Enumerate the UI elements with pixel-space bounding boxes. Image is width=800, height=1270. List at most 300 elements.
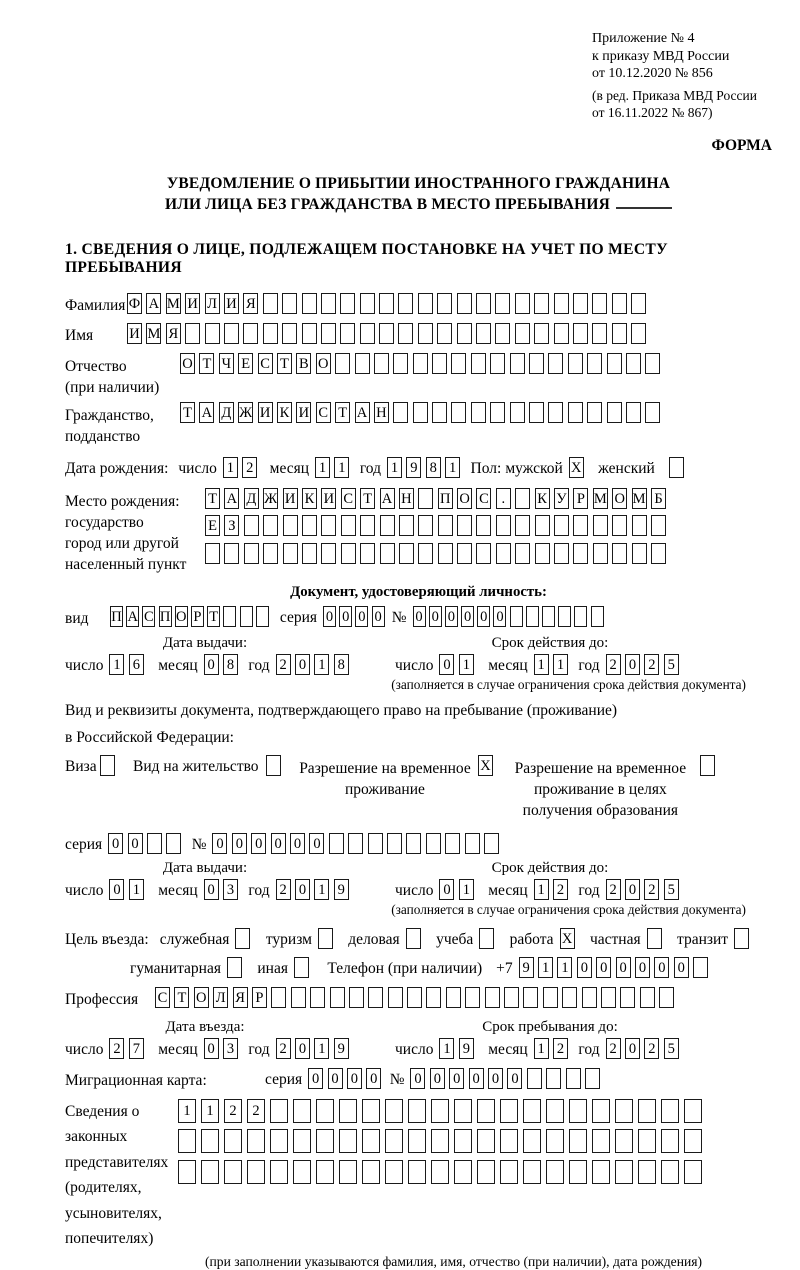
char-box[interactable] [398,323,413,344]
char-box[interactable]: П [159,606,172,627]
char-box[interactable] [302,543,317,564]
char-box[interactable] [247,1129,265,1153]
char-box[interactable] [446,987,461,1008]
char-box[interactable] [227,957,242,978]
char-box[interactable] [340,293,355,314]
char-box[interactable] [224,543,239,564]
char-box[interactable] [360,293,375,314]
doc-issue-year[interactable] [276,654,354,675]
char-box[interactable] [205,543,220,564]
char-box[interactable] [515,543,530,564]
char-box[interactable]: 9 [406,457,421,478]
char-box[interactable]: 0 [439,879,454,900]
purpose-ucheba-checkbox[interactable] [479,928,498,949]
char-box[interactable]: У [554,488,569,509]
char-box[interactable]: 0 [355,606,368,627]
char-box[interactable] [339,1160,357,1184]
char-box[interactable] [631,323,646,344]
char-box[interactable]: М [632,488,647,509]
char-box[interactable] [283,543,298,564]
char-box[interactable]: И [185,293,200,314]
residence-permit-checkbox[interactable] [266,755,285,776]
char-box[interactable]: 1 [314,879,329,900]
char-box[interactable] [548,402,563,423]
char-box[interactable] [270,1099,288,1123]
char-box[interactable] [592,1099,610,1123]
char-box[interactable] [476,543,491,564]
char-box[interactable] [348,833,363,854]
char-box[interactable]: 9 [334,879,349,900]
char-box[interactable]: О [175,606,188,627]
char-box[interactable] [573,293,588,314]
char-box[interactable] [318,928,333,949]
representatives-row2[interactable] [178,1129,707,1153]
char-box[interactable] [321,515,336,536]
char-box[interactable] [368,833,383,854]
char-box[interactable]: В [296,353,311,374]
char-box[interactable] [529,402,544,423]
char-box[interactable] [693,957,708,978]
char-box[interactable] [302,515,317,536]
char-box[interactable]: И [224,293,239,314]
char-box[interactable]: 2 [553,1038,568,1059]
char-box[interactable] [684,1129,702,1153]
char-box[interactable] [569,1129,587,1153]
char-box[interactable]: Я [166,323,181,344]
char-box[interactable] [355,353,370,374]
char-box[interactable]: 0 [347,1068,362,1089]
char-box[interactable] [615,1099,633,1123]
char-box[interactable] [574,606,587,627]
birth-year-input[interactable] [387,457,465,478]
char-box[interactable] [201,1129,219,1153]
char-box[interactable] [582,987,597,1008]
char-box[interactable] [147,833,162,854]
char-box[interactable]: 0 [625,654,640,675]
char-box[interactable] [515,488,530,509]
char-box[interactable]: 1 [534,879,549,900]
char-box[interactable] [661,1129,679,1153]
char-box[interactable]: А [380,488,395,509]
char-box[interactable]: А [355,402,370,423]
char-box[interactable] [457,323,472,344]
char-box[interactable] [407,987,422,1008]
char-box[interactable] [385,1099,403,1123]
char-box[interactable] [626,353,641,374]
char-box[interactable]: 1 [314,1038,329,1059]
stay-until-day[interactable] [439,1038,478,1059]
char-box[interactable] [684,1160,702,1184]
char-box[interactable]: 0 [488,1068,503,1089]
char-box[interactable] [592,1129,610,1153]
char-box[interactable]: 1 [459,879,474,900]
char-box[interactable] [243,323,258,344]
char-box[interactable] [399,515,414,536]
char-box[interactable]: 0 [204,654,219,675]
char-box[interactable] [631,293,646,314]
char-box[interactable]: Т [205,488,220,509]
char-box[interactable] [534,323,549,344]
char-box[interactable] [282,293,297,314]
char-box[interactable] [526,606,539,627]
doc-issue-day[interactable] [109,654,148,675]
char-box[interactable] [523,1160,541,1184]
char-box[interactable] [638,1160,656,1184]
char-box[interactable] [398,293,413,314]
char-box[interactable] [374,353,389,374]
char-box[interactable] [244,515,259,536]
entry-day[interactable] [109,1038,148,1059]
char-box[interactable]: О [180,353,195,374]
char-box[interactable] [465,833,480,854]
char-box[interactable] [270,1129,288,1153]
char-box[interactable]: Р [573,488,588,509]
char-box[interactable]: 7 [129,1038,144,1059]
temp-permit-checkbox[interactable] [478,755,497,776]
char-box[interactable]: 0 [109,879,124,900]
char-box[interactable] [568,353,583,374]
char-box[interactable]: М [146,323,161,344]
char-box[interactable] [379,293,394,314]
char-box[interactable]: 0 [323,606,336,627]
patronymic-input[interactable] [180,353,665,374]
char-box[interactable]: 0 [410,1068,425,1089]
char-box[interactable]: 0 [493,606,506,627]
char-box[interactable] [224,1160,242,1184]
phone-input[interactable] [519,957,713,978]
char-box[interactable] [546,1160,564,1184]
char-box[interactable]: Т [277,353,292,374]
char-box[interactable]: О [457,488,472,509]
char-box[interactable]: 0 [430,1068,445,1089]
char-box[interactable]: 1 [538,957,553,978]
char-box[interactable]: 2 [644,879,659,900]
char-box[interactable] [362,1129,380,1153]
char-box[interactable] [593,543,608,564]
char-box[interactable]: Е [238,353,253,374]
char-box[interactable]: Т [174,987,189,1008]
char-box[interactable] [293,1099,311,1123]
char-box[interactable]: 2 [276,1038,291,1059]
char-box[interactable]: А [224,488,239,509]
char-box[interactable] [573,515,588,536]
char-box[interactable] [515,323,530,344]
profession-input[interactable] [155,987,679,1008]
firstname-input[interactable] [127,323,651,344]
char-box[interactable] [477,1099,495,1123]
char-box[interactable] [266,755,281,776]
char-box[interactable] [612,515,627,536]
char-box[interactable] [388,987,403,1008]
char-box[interactable]: 8 [334,654,349,675]
char-box[interactable] [100,755,115,776]
char-box[interactable]: О [194,987,209,1008]
char-box[interactable]: 0 [204,1038,219,1059]
char-box[interactable]: С [142,606,155,627]
stay-until-year[interactable] [606,1038,684,1059]
char-box[interactable] [379,323,394,344]
char-box[interactable] [684,1099,702,1123]
char-box[interactable] [380,543,395,564]
char-box[interactable]: 1 [201,1099,219,1123]
char-box[interactable] [626,402,641,423]
char-box[interactable] [321,323,336,344]
char-box[interactable] [291,987,306,1008]
char-box[interactable] [554,515,569,536]
char-box[interactable]: . [496,488,511,509]
char-box[interactable]: 1 [534,1038,549,1059]
char-box[interactable]: 0 [625,879,640,900]
char-box[interactable]: Я [233,987,248,1008]
char-box[interactable]: 5 [664,654,679,675]
char-box[interactable]: А [126,606,139,627]
char-box[interactable]: 0 [596,957,611,978]
char-box[interactable] [734,928,749,949]
char-box[interactable]: 0 [212,833,227,854]
char-box[interactable] [546,1099,564,1123]
char-box[interactable]: 2 [276,654,291,675]
char-box[interactable]: 0 [439,654,454,675]
char-box[interactable] [569,1160,587,1184]
char-box[interactable]: 2 [606,879,621,900]
char-box[interactable]: 5 [664,879,679,900]
char-box[interactable] [661,1099,679,1123]
char-box[interactable] [615,1160,633,1184]
char-box[interactable]: 0 [654,957,669,978]
char-box[interactable] [302,323,317,344]
char-box[interactable] [554,323,569,344]
char-box[interactable]: Т [180,402,195,423]
char-box[interactable] [593,515,608,536]
char-box[interactable]: 2 [644,1038,659,1059]
char-box[interactable]: С [316,402,331,423]
char-box[interactable]: 0 [232,833,247,854]
char-box[interactable] [316,1160,334,1184]
res-issue-day[interactable] [109,879,148,900]
char-box[interactable] [477,1160,495,1184]
char-box[interactable]: 8 [426,457,441,478]
res-number-input[interactable] [212,833,503,854]
char-box[interactable] [263,293,278,314]
char-box[interactable]: Б [651,488,666,509]
mc-number-input[interactable] [410,1068,604,1089]
char-box[interactable] [515,293,530,314]
char-box[interactable] [510,402,525,423]
char-box[interactable]: 0 [366,1068,381,1089]
char-box[interactable]: 1 [109,654,124,675]
doc-expiry-year[interactable] [606,654,684,675]
res-issue-month[interactable] [204,879,243,900]
char-box[interactable] [612,323,627,344]
char-box[interactable]: Ф [127,293,142,314]
char-box[interactable] [432,353,447,374]
doc-series-input[interactable] [323,606,388,627]
char-box[interactable] [408,1099,426,1123]
char-box[interactable] [615,1129,633,1153]
char-box[interactable] [542,606,555,627]
char-box[interactable] [451,402,466,423]
char-box[interactable] [523,987,538,1008]
char-box[interactable] [645,353,660,374]
char-box[interactable]: Н [374,402,389,423]
char-box[interactable]: X [560,928,575,949]
char-box[interactable]: Р [252,987,267,1008]
char-box[interactable] [340,323,355,344]
char-box[interactable]: 0 [308,1068,323,1089]
char-box[interactable]: 1 [439,1038,454,1059]
char-box[interactable]: И [296,402,311,423]
char-box[interactable] [437,293,452,314]
char-box[interactable]: О [316,353,331,374]
char-box[interactable]: 5 [664,1038,679,1059]
char-box[interactable] [592,323,607,344]
representatives-row3[interactable] [178,1160,707,1184]
char-box[interactable]: 1 [178,1099,196,1123]
char-box[interactable] [601,987,616,1008]
char-box[interactable] [201,1160,219,1184]
char-box[interactable]: 1 [314,654,329,675]
char-box[interactable] [293,1129,311,1153]
char-box[interactable] [645,402,660,423]
char-box[interactable] [562,987,577,1008]
char-box[interactable] [408,1160,426,1184]
char-box[interactable] [546,1068,561,1089]
char-box[interactable] [368,987,383,1008]
mc-series-input[interactable] [308,1068,386,1089]
char-box[interactable] [223,606,236,627]
char-box[interactable]: Т [207,606,220,627]
purpose-turizm-checkbox[interactable] [318,928,337,949]
char-box[interactable]: 1 [553,654,568,675]
char-box[interactable] [283,515,298,536]
char-box[interactable] [431,1129,449,1153]
char-box[interactable] [566,1068,581,1089]
char-box[interactable] [399,543,414,564]
char-box[interactable] [418,515,433,536]
char-box[interactable] [335,353,350,374]
char-box[interactable] [554,543,569,564]
char-box[interactable] [500,1099,518,1123]
char-box[interactable]: 0 [108,833,123,854]
birth-month-input[interactable] [315,457,354,478]
doc-issue-month[interactable] [204,654,243,675]
char-box[interactable]: 1 [129,879,144,900]
char-box[interactable] [669,457,684,478]
char-box[interactable]: 0 [449,1068,464,1089]
purpose-inaya-checkbox[interactable] [294,957,313,978]
char-box[interactable] [263,543,278,564]
char-box[interactable] [620,987,635,1008]
purpose-rabota-checkbox[interactable] [560,928,579,949]
char-box[interactable]: М [166,293,181,314]
char-box[interactable]: 0 [204,879,219,900]
char-box[interactable] [515,515,530,536]
char-box[interactable] [431,1160,449,1184]
char-box[interactable]: П [110,606,123,627]
char-box[interactable] [393,402,408,423]
char-box[interactable]: 2 [242,457,257,478]
char-box[interactable] [457,515,472,536]
stay-until-month[interactable] [534,1038,573,1059]
char-box[interactable]: И [127,323,142,344]
char-box[interactable]: 3 [223,879,238,900]
char-box[interactable] [484,833,499,854]
char-box[interactable]: 0 [469,1068,484,1089]
char-box[interactable] [457,543,472,564]
char-box[interactable]: 9 [519,957,534,978]
char-box[interactable] [612,293,627,314]
char-box[interactable] [640,987,655,1008]
char-box[interactable] [485,987,500,1008]
char-box[interactable] [651,543,666,564]
char-box[interactable] [490,402,505,423]
char-box[interactable]: 1 [334,457,349,478]
char-box[interactable] [256,606,269,627]
char-box[interactable]: С [155,987,170,1008]
char-box[interactable]: X [569,457,584,478]
char-box[interactable]: 0 [309,833,324,854]
char-box[interactable] [224,323,239,344]
char-box[interactable] [360,323,375,344]
char-box[interactable]: 0 [328,1068,343,1089]
char-box[interactable] [385,1160,403,1184]
char-box[interactable] [638,1129,656,1153]
entry-year[interactable] [276,1038,354,1059]
char-box[interactable] [341,515,356,536]
char-box[interactable]: Л [205,293,220,314]
char-box[interactable]: К [277,402,292,423]
char-box[interactable] [573,543,588,564]
char-box[interactable]: Т [199,353,214,374]
char-box[interactable]: 0 [616,957,631,978]
char-box[interactable] [426,987,441,1008]
char-box[interactable] [454,1129,472,1153]
char-box[interactable]: 1 [223,457,238,478]
char-box[interactable] [510,353,525,374]
char-box[interactable] [479,928,494,949]
char-box[interactable]: 0 [295,1038,310,1059]
char-box[interactable] [406,928,421,949]
char-box[interactable] [244,543,259,564]
char-box[interactable]: И [258,402,273,423]
char-box[interactable] [592,293,607,314]
char-box[interactable] [362,1099,380,1123]
char-box[interactable]: 1 [445,457,460,478]
char-box[interactable] [471,353,486,374]
char-box[interactable] [591,606,604,627]
char-box[interactable] [282,323,297,344]
char-box[interactable]: 2 [644,654,659,675]
char-box[interactable] [592,1160,610,1184]
char-box[interactable] [632,515,647,536]
char-box[interactable]: 2 [606,1038,621,1059]
char-box[interactable]: 0 [413,606,426,627]
char-box[interactable] [426,833,441,854]
char-box[interactable]: Р [191,606,204,627]
char-box[interactable] [607,353,622,374]
char-box[interactable]: 1 [534,654,549,675]
char-box[interactable] [496,515,511,536]
char-box[interactable] [454,1160,472,1184]
char-box[interactable]: Ж [263,488,278,509]
char-box[interactable]: С [341,488,356,509]
char-box[interactable] [476,515,491,536]
char-box[interactable] [438,515,453,536]
birth-place-row1[interactable] [205,488,670,509]
char-box[interactable]: 1 [315,457,330,478]
char-box[interactable] [310,987,325,1008]
char-box[interactable]: И [321,488,336,509]
